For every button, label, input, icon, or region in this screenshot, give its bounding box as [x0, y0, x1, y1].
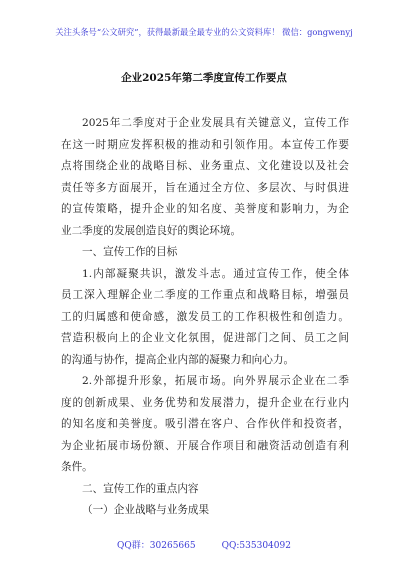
paragraph-line: 责任等多方面展开，旨在通过全方位、多层次、与时俱进 [61, 181, 349, 194]
paragraph-line: 业二季度的发展创造良好的舆论环境。 [61, 224, 242, 237]
paragraph-line: 工的归属感和使命感，激发员工的工作积极性和创造力。 [61, 310, 349, 323]
paragraph-line: 1.内部凝聚共识，激发斗志。通过宣传工作，使全体 [82, 267, 349, 280]
paragraph-line: 度的创新成果、业务优势和发展潜力，提升企业在行业内 [61, 396, 349, 409]
paragraph-line: 2025年二季度对于企业发展具有关键意义，宣传工作 [82, 117, 349, 129]
paragraph-line: 点将围绕企业的战略目标、业务重点、文化建设以及社会 [61, 160, 349, 172]
document-title: 企业2025年第二季度宣传工作要点 [121, 72, 287, 84]
qq-group-number: QQ群：30265665 [117, 541, 196, 551]
paragraph-line: 2.外部提升形象，拓展市场。向外界展示企业在二季 [82, 375, 349, 387]
qq-contact-number: QQ:535304092 [221, 541, 291, 551]
header-banner: 关注头条号“公文研究”，获得最新最全最专业的公文资料库！ 微信：gongwenyj [55, 27, 353, 37]
footer-contact [0, 538, 408, 551]
paragraph-line: 二、宣传工作的重点内容 [82, 482, 199, 495]
paragraph-line: 条件。 [61, 461, 93, 473]
document-body [61, 113, 349, 522]
paragraph-line: 员工深入理解企业二季度的工作重点和战略目标，增强员 [61, 289, 349, 301]
paragraph-line: （一）企业战略与业务成果 [82, 504, 210, 516]
paragraph-line: 营造积极向上的企业文化氛围，促进部门之间、员工之间 [61, 332, 349, 344]
paragraph-line: 的知名度和美誉度。吸引潜在客户、合作伙伴和投资者， [61, 418, 349, 430]
paragraph-line: 的宣传策略，提升企业的知名度、美誉度和影响力，为企 [61, 203, 349, 215]
paragraph-line: 在这一时期应发挥积极的推动和引领作用。本宣传工作要 [61, 138, 349, 151]
paragraph-line: 的沟通与协作，提高企业内部的凝聚力和向心力。 [61, 353, 295, 366]
paragraph-line: 为企业拓展市场份额、开展合作项目和融资活动创造有利 [61, 439, 349, 452]
paragraph-line: 一、宣传工作的目标 [82, 246, 178, 258]
